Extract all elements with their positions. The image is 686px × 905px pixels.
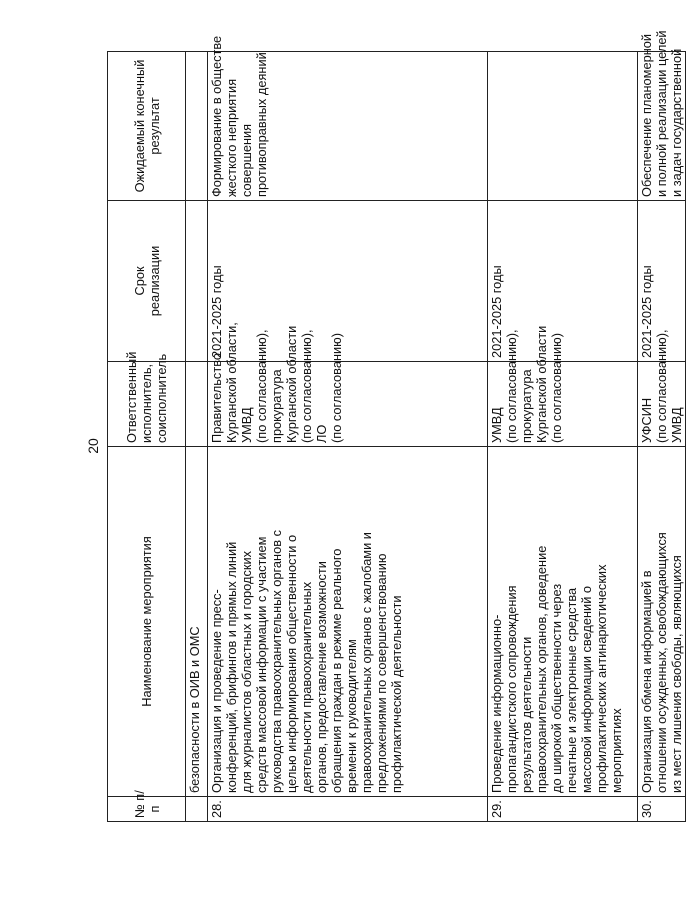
row-result bbox=[488, 51, 638, 200]
table-row bbox=[488, 51, 638, 821]
row-activity: Организация обмена информацией в отношении осужденных, освобождающихся из мест лишения свободы, являющихся bbox=[638, 446, 686, 796]
header-number: № п/ п bbox=[108, 797, 186, 822]
row-term: 2021-2025 годы bbox=[208, 200, 488, 361]
header-row bbox=[108, 51, 186, 821]
row-number: 28. bbox=[208, 797, 488, 822]
row-executor: УФСИН (по согласованию), УМВД bbox=[638, 361, 686, 446]
row-term: 2021-2025 годы bbox=[638, 200, 686, 361]
document-table-rotated bbox=[107, 30, 684, 822]
table-body bbox=[186, 30, 686, 821]
header-result: Ожидаемый конечный результат bbox=[108, 51, 186, 200]
table-row bbox=[638, 51, 686, 821]
row-activity: Проведение информационно- пропагандистского сопровождения результатов деятельности правоохранительных органов, доведение до широкой общественности через печатные и электронные средства массовой информации сведений о профилактических антинаркотических мероприятиях bbox=[488, 446, 638, 796]
page-number: 20 bbox=[85, 438, 101, 454]
header-term: Срок реализации bbox=[108, 200, 186, 361]
row-activity: Организация и проведение пресс- конференций, брифингов и прямых линий для журналистов областных и городских средств массовой информации с участием руководства правоохранительных органов с целью информирования общественности о деятельности правоохранительных органов, предоставление возможности обращения граждан в режиме реального времени к руководителям правоохранительных органов с жалобами и предложениями по совершенствованию профилактической деятельности bbox=[208, 446, 488, 796]
row-result: Формирование в обществе жесткого неприятия совершения противоправных деяний bbox=[208, 51, 488, 200]
section-continuation-row bbox=[186, 51, 208, 821]
table-row bbox=[208, 51, 488, 821]
section-text: безопасности в ОИВ и ОМС bbox=[186, 446, 208, 796]
row-result: Обеспечение планомерной и полной реализации целей и задач государственной bbox=[638, 51, 686, 200]
row-executor: УМВД (по согласованию), прокуратура Курганской области (по согласованию) bbox=[488, 361, 638, 446]
header-activity: Наименование мероприятия bbox=[108, 446, 186, 796]
row-term: 2021-2025 годы bbox=[488, 200, 638, 361]
row-number: 30. bbox=[638, 797, 686, 822]
row-executor: Правительство Курганской области, УМВД (по согласованию), прокуратура Курганской области (по согласованию), ЛО (по согласованию) bbox=[208, 361, 488, 446]
row-number: 29. bbox=[488, 797, 638, 822]
measures-table bbox=[107, 30, 686, 822]
header-executor: Ответственный исполнитель, соисполнитель bbox=[108, 361, 186, 446]
